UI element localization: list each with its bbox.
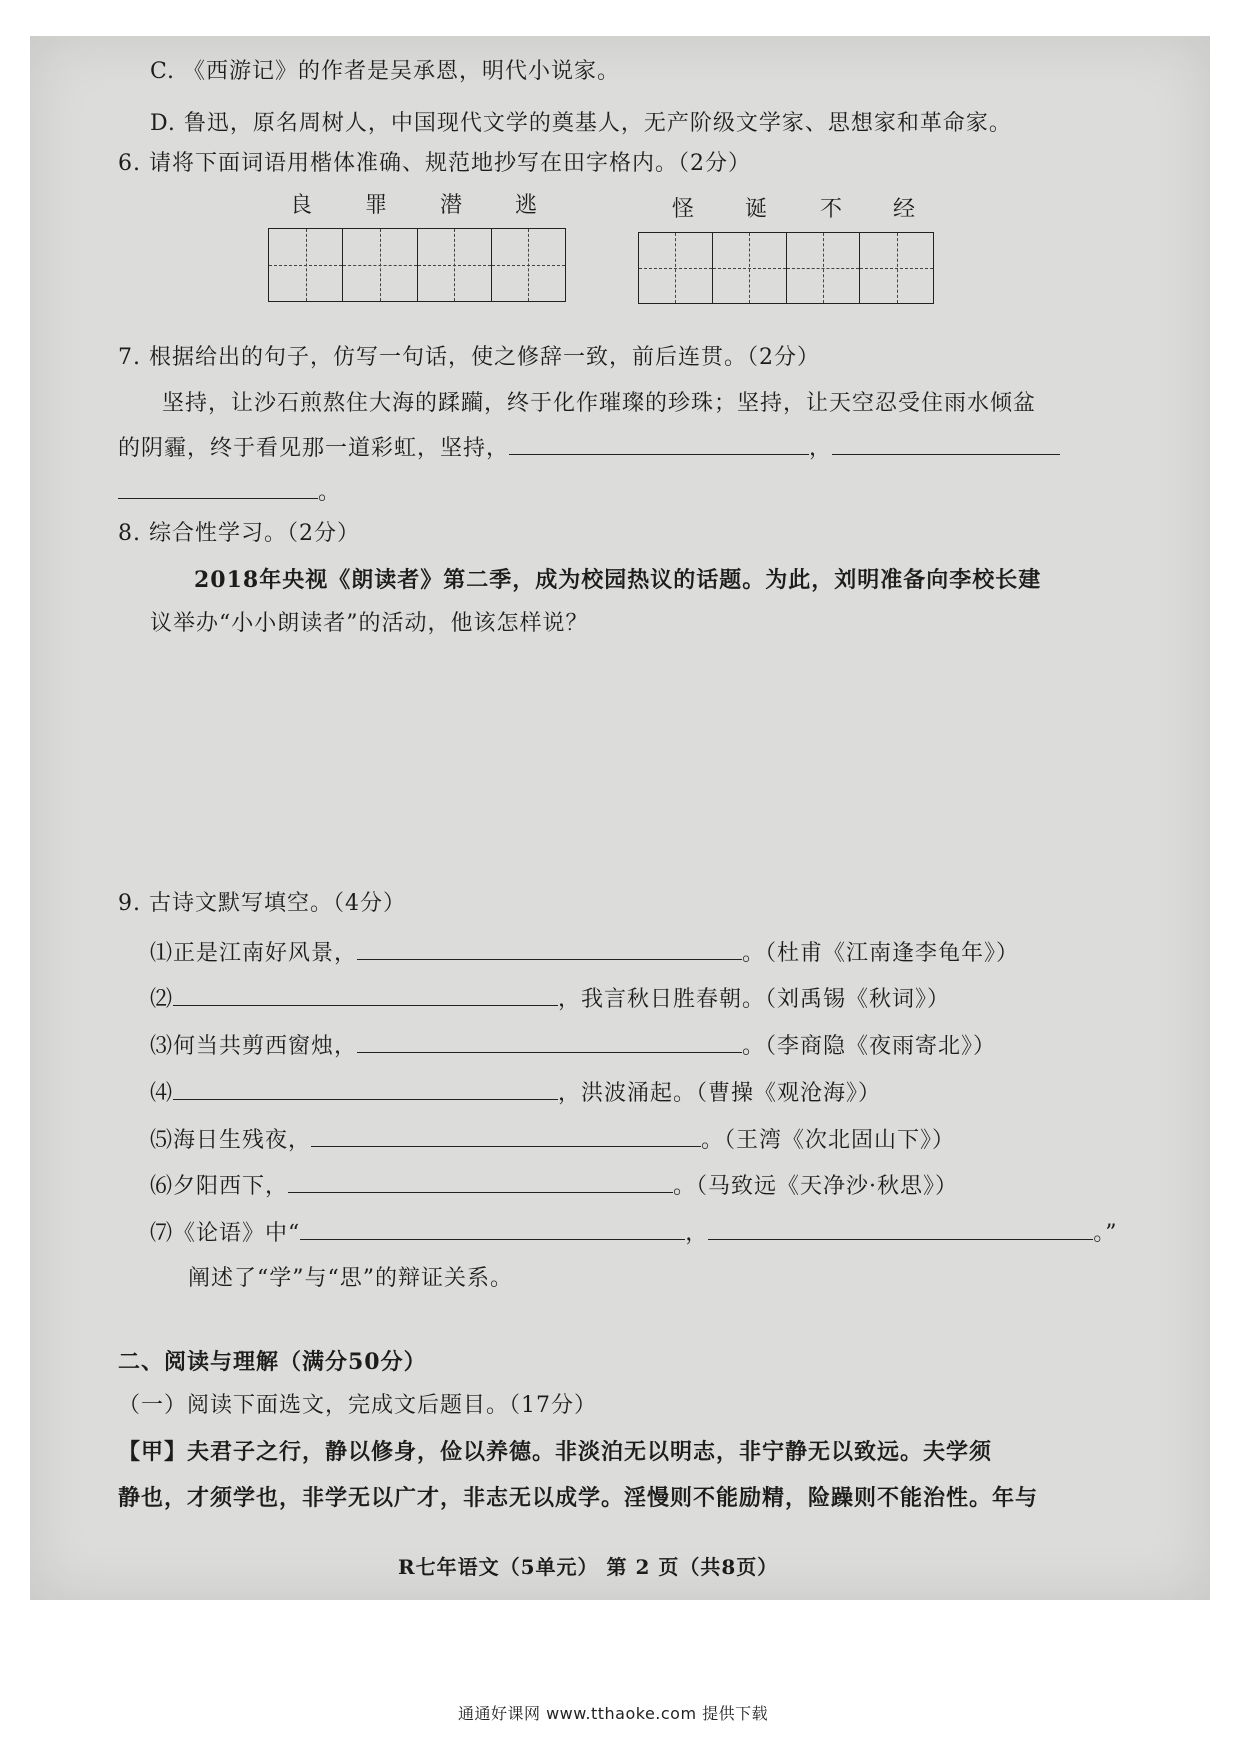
answer-blank[interactable]	[357, 937, 742, 960]
char-label: 不	[820, 197, 843, 222]
tianzige-cell[interactable]	[343, 229, 417, 301]
q9-item-end: 。”	[1093, 1221, 1118, 1246]
q6-title: 6. 请将下面词语用楷体准确、规范地抄写在田字格内。（2分）	[118, 151, 751, 176]
q7-line3	[118, 476, 341, 507]
q9-item-3	[150, 1030, 996, 1061]
q8-title: 8. 综合性学习。（2分）	[118, 521, 360, 546]
char-label: 罪	[365, 193, 388, 218]
answer-blank[interactable]	[288, 1170, 673, 1193]
answer-blank[interactable]	[300, 1217, 685, 1240]
option-c: C. 《西游记》的作者是吴承恩，明代小说家。	[150, 59, 621, 84]
char-label: 逃	[515, 193, 538, 218]
q9-item-4	[150, 1077, 881, 1108]
option-d: D. 鲁迅，原名周树人，中国现代文学的奠基人，无产阶级文学家、思想家和革命家。	[150, 111, 1012, 136]
q9-title: 9. 古诗文默写填空。（4分）	[118, 891, 406, 916]
answer-blank[interactable]	[509, 432, 809, 455]
tianzige-cell[interactable]	[713, 233, 787, 303]
tianzige-grid-1[interactable]	[268, 228, 566, 302]
q7-line1: 坚持，让沙石煎熬住大海的蹂躏，终于化作璀璨的珍珠；坚持，让天空忍受住雨水倾盆	[162, 391, 1037, 416]
q9-item-pre: ⑶何当共剪西窗烛，	[150, 1034, 358, 1059]
q9-item-pre: ⑷	[150, 1081, 174, 1106]
answer-blank[interactable]	[311, 1124, 701, 1147]
tianzige-cell[interactable]	[860, 233, 933, 303]
answer-blank[interactable]	[173, 1077, 558, 1100]
q7-comma: ，	[809, 436, 833, 461]
q9-item-7-tail: 阐述了“学”与“思”的辩证关系。	[188, 1266, 513, 1291]
q9-item-5	[150, 1124, 955, 1155]
tianzige-cell[interactable]	[418, 229, 492, 301]
answer-blank[interactable]	[832, 432, 1060, 455]
tianzige-cell[interactable]	[492, 229, 565, 301]
q9-item-1	[150, 937, 1019, 968]
char-label: 诞	[745, 197, 768, 222]
q9-item-post: ，我言秋日胜春朝。（刘禹锡《秋词》）	[558, 987, 951, 1012]
char-label: 怪	[672, 197, 695, 222]
q8-line2: 议举办“小小朗读者”的活动，他该怎样说？	[150, 611, 589, 636]
q9-item-pre: ⑵	[150, 987, 174, 1012]
tianzige-grid-2[interactable]	[638, 232, 934, 304]
q9-item-post: 。（杜甫《江南逢李龟年》）	[742, 941, 1020, 966]
answer-blank[interactable]	[118, 476, 318, 499]
answer-blank[interactable]	[357, 1030, 742, 1053]
passage-jia-line1: 【甲】夫君子之行，静以修身，俭以养德。非淡泊无以明志，非宁静无以致远。夫学须	[118, 1439, 993, 1465]
char-label: 潜	[440, 193, 463, 218]
q9-item-7	[150, 1217, 1118, 1248]
q9-item-pre: ⑴正是江南好风景，	[150, 941, 358, 966]
answer-blank[interactable]	[708, 1217, 1093, 1240]
q9-item-mid: ，	[685, 1221, 709, 1246]
q9-item-pre: ⑺《论语》中“	[150, 1221, 301, 1246]
page-footer: R七年语文（5单元） 第 2 页（共8页）	[398, 1555, 779, 1579]
q9-item-pre: ⑸海日生残夜，	[150, 1128, 312, 1153]
answer-blank[interactable]	[173, 983, 558, 1006]
q7-line2	[118, 432, 1060, 463]
q8-line1: 2018年央视《朗读者》第二季，成为校园热议的话题。为此，刘明准备向李校长建	[194, 567, 1042, 593]
q9-item-post: 。（李商隐《夜雨寄北》）	[742, 1034, 997, 1059]
section2-title: 二、阅读与理解（满分50分）	[118, 1349, 427, 1375]
q9-item-post: ，洪波涌起。（曹操《观沧海》）	[558, 1081, 882, 1106]
q9-item-6	[150, 1170, 958, 1201]
tianzige-cell[interactable]	[639, 233, 713, 303]
q7-title: 7. 根据给出的句子，仿写一句话，使之修辞一致，前后连贯。（2分）	[118, 345, 820, 370]
section2-subtitle: （一）阅读下面选文，完成文后题目。（17分）	[118, 1393, 597, 1418]
passage-jia-line2: 静也，才须学也，非学无以广才，非志无以成学。淫慢则不能励精，险躁则不能治性。年与	[118, 1485, 1039, 1511]
tianzige-cell[interactable]	[787, 233, 861, 303]
watermark-footer: 通通好课网 www.tthaoke.com 提供下载	[458, 1704, 769, 1723]
q7-line2-text: 的阴霾，终于看见那一道彩虹，坚持，	[118, 436, 510, 461]
q9-item-pre: ⑹夕阳西下，	[150, 1174, 289, 1199]
char-label: 良	[290, 193, 313, 218]
char-label: 经	[893, 197, 916, 222]
tianzige-cell[interactable]	[269, 229, 343, 301]
q9-item-post: 。（马致远《天净沙·秋思》）	[673, 1174, 959, 1199]
q9-item-2	[150, 983, 950, 1014]
q9-item-post: 。（王湾《次北固山下》）	[701, 1128, 956, 1153]
q7-period: 。	[318, 480, 342, 505]
